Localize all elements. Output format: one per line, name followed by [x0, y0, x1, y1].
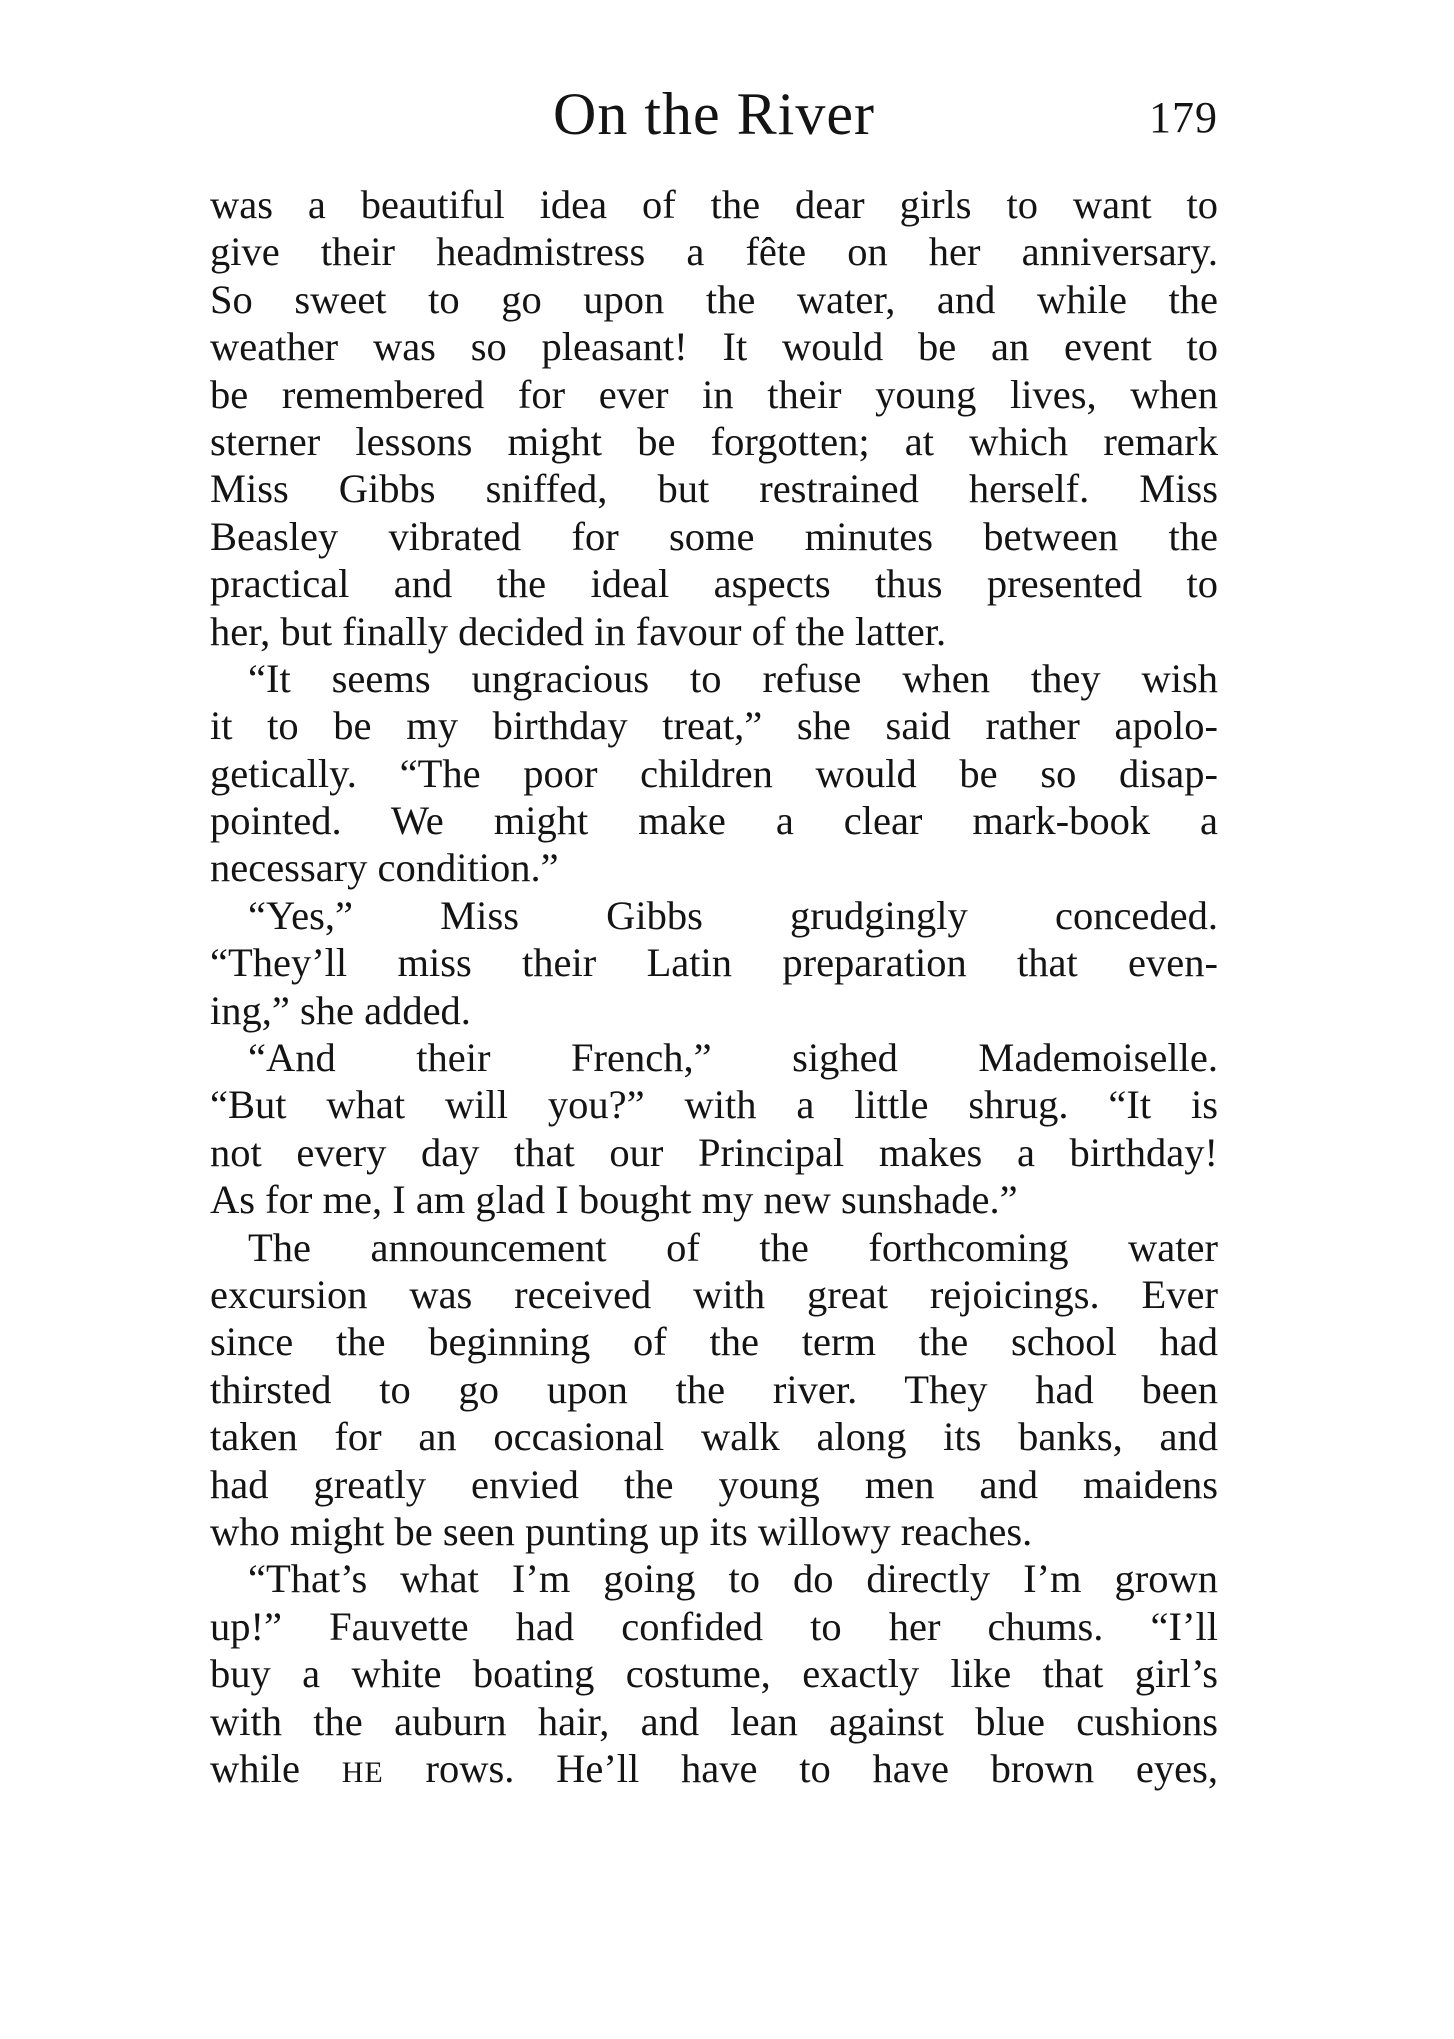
text-line: ing,” she added. — [210, 987, 471, 1033]
text-line: give their headmistress a fête on her anniversary. — [210, 229, 1218, 275]
text-line: “That’s what I’m going to do directly I’m grown — [248, 1556, 1218, 1602]
text-line: “It seems ungracious to refuse when they wish — [248, 655, 1218, 701]
text-line: “And their French,” sighed Mademoiselle. — [248, 1035, 1218, 1081]
text-line: was a beautiful idea of the dear girls to want to — [210, 182, 1218, 227]
text-fragment: while — [210, 1745, 300, 1791]
text-line: getically. “The poor children would be so disap- — [210, 750, 1218, 796]
text-line: “Yes,” Miss Gibbs grudgingly conceded. — [248, 892, 1218, 938]
text-line: pointed. We might make a clear mark-book a — [210, 798, 1218, 844]
text-line: taken for an occasional walk along its banks, and — [210, 1414, 1218, 1460]
text-fragment: rows. He’ll have to have brown eyes, — [425, 1745, 1219, 1791]
text-line: sterner lessons might be forgotten; at which remark — [210, 418, 1218, 464]
page-number: 179 — [1149, 93, 1218, 142]
text-line: up!” Fauvette had confided to her chums. “I’ll — [210, 1603, 1218, 1649]
text-line: “They’ll miss their Latin preparation that even- — [210, 940, 1218, 986]
text-line: So sweet to go upon the water, and while the — [210, 276, 1218, 322]
smallcaps-word: HE — [341, 1755, 384, 1789]
text-line: Beasley vibrated for some minutes between the — [210, 513, 1218, 559]
text-line: weather was so pleasant! It would be an event to — [210, 324, 1218, 370]
text-line: The announcement of the forthcoming water — [248, 1224, 1218, 1270]
running-head — [210, 78, 1218, 150]
text-line: As for me, I am glad I bought my new sunshade.” — [210, 1177, 1018, 1223]
text-line: excursion was received with great rejoicings. Ever — [210, 1271, 1218, 1317]
text-line: who might be seen punting up its willowy reaches. — [210, 1508, 1033, 1554]
text-line: her, but finally decided in favour of the latter. — [210, 608, 947, 654]
text-line: be remembered for ever in their young lives, when — [210, 371, 1218, 417]
text-line: with the auburn hair, and lean against blue cushions — [210, 1698, 1218, 1744]
running-title: On the River — [553, 81, 875, 147]
text-line: since the beginning of the term the school had — [210, 1319, 1218, 1365]
text-line: Miss Gibbs sniffed, but restrained herself. Miss — [210, 466, 1218, 512]
text-line: it to be my birthday treat,” she said rather apolo- — [210, 703, 1218, 749]
text-line: “But what will you?” with a little shrug. “It is — [210, 1082, 1218, 1128]
text-line: practical and the ideal aspects thus presented to — [210, 561, 1218, 607]
text-line: not every day that our Principal makes a birthday! — [210, 1129, 1218, 1175]
body-text — [210, 181, 1218, 1792]
text-line: buy a white boating costume, exactly like that girl’s — [210, 1651, 1218, 1697]
text-line-last — [210, 1745, 1218, 1792]
text-line: thirsted to go upon the river. They had been — [210, 1366, 1218, 1412]
text-line: had greatly envied the young men and maidens — [210, 1461, 1218, 1507]
text-line: necessary condition.” — [210, 845, 559, 891]
